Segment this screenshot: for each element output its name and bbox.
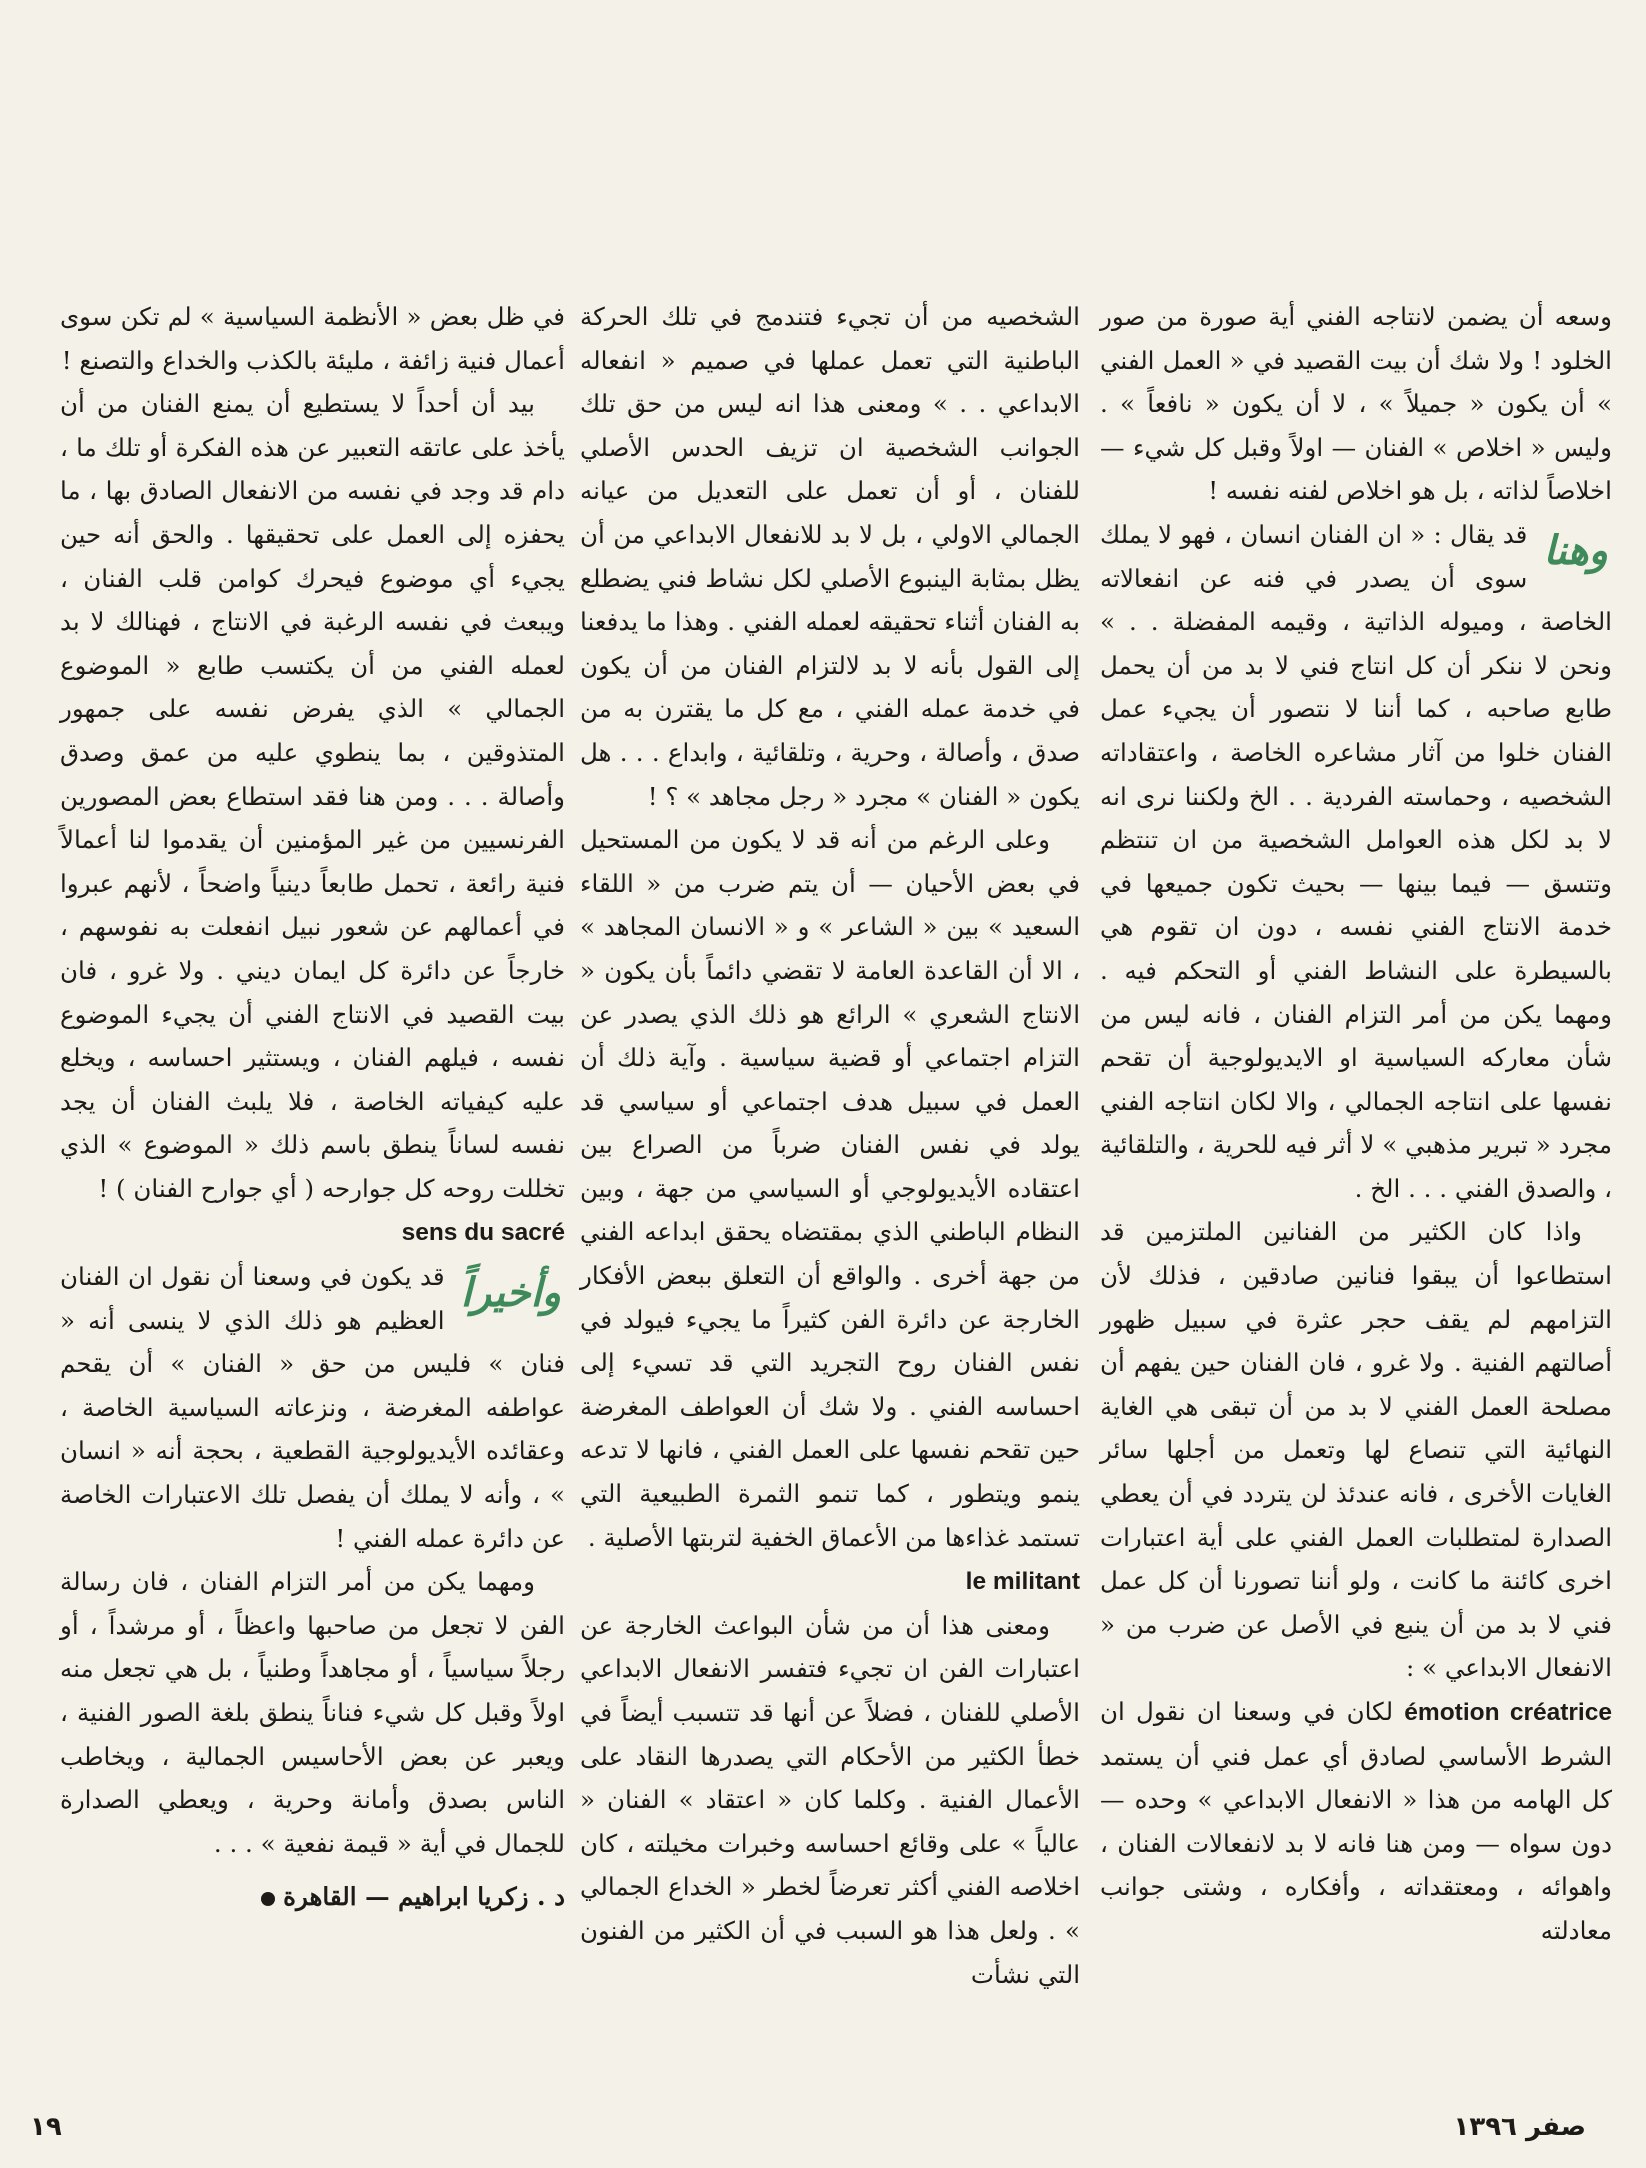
paragraph: قد يكون في وسعنا أن نقول ان الفنان العظيم هو ذلك الذي لا ينسى أنه « فنان » فليس من حق « الفنان » أن يقحم عواطفه المغرضة ، ونزعاته السياسية الخاصة ، وعقائده الأيديولوجية القطعية ، بحجة أنه « انسان » ، وأنه لا يملك أن يفصل تلك الاعتبارات الخاصة عن دائرة عمله الفني ! — [60, 1262, 565, 1553]
section-callout-heading: وأخيراً — [460, 1269, 561, 1317]
paragraph: بيد أن أحداً لا يستطيع أن يمنع الفنان من أن يأخذ على عاتقه التعبير عن هذه الفكرة أو تلك ما ، دام قد وجد في نفسه من الانفعال الصادق بها ، ما يحفزه إلى العمل على تحقيقها . والحق أنه حين يجيء أي موضوع فيحرك كوامن قلب الفنان ، ويبعث في نفسه الرغبة في الانتاج ، فهنالك لا بد لعمله الفني من أن يكتسب طابع « الموضوع الجمالي » الذي يفرض نفسه على جمهور المتذوقين ، بما ينطوي عليه من عمق وصدق وأصالة . . . ومن هنا فقد استطاع بعض المصورين الفرنسيين من غير المؤمنين أن يقدموا لنا أعمالاً فنية رائعة ، تحمل طابعاً دينياً واضحاً ، لأنهم عبروا في أعمالهم عن شعور نبيل انفعلت به نفوسهم ، خارجاً عن دائرة كل ايمان ديني . ولا غرو ، فان بيت القصيد في الانتاج الفني أن يجيء الموضوع نفسه ، فيلهم الفنان ، ويستثير احساسه ، ويخلع عليه كيفياته الخاصة ، فلا يلبث الفنان أن يجد نفسه لساناً ينطق باسم ذلك « الموضوع » الذي تخللت روحه كل جوارحه ( أي جوارح الفنان ) ! — [60, 389, 565, 1203]
page-number: ١٩ — [30, 2112, 62, 2142]
end-of-article-dot-icon — [261, 1892, 275, 1906]
paragraph: وسعه أن يضمن لانتاجه الفني أية صورة من صور الخلود ! ولا شك أن بيت القصيد في « العمل الفني » أن يكون « جميلاً » ، لا أن يكون « نافعاً » . وليس « اخلاص » الفنان — اولاً وقبل كل شيء — اخلاصاً لذاته ، بل هو اخلاص لفنه نفسه ! — [1100, 302, 1612, 506]
paragraph: ومهما يكن من أمر التزام الفنان ، فان رسالة الفن لا تجعل من صاحبها واعظاً ، أو مرشداً ، أو رجلاً سياسياً ، أو مجاهداً وطنياً ، بل هي تجعل منه اولاً وقبل كل شيء فناناً ينطق بلغة الصور الفنية ، ويعبر عن بعض الأحاسيس الجمالية ، ويخاطب الناس بصدق وأمانة وحرية ، ويعطي الصدارة للجمال في أية « قيمة نفعية » . . . — [60, 1567, 565, 1858]
paragraph — [60, 1210, 565, 1255]
author-name: د . زكريا ابراهيم — القاهرة — [283, 1882, 565, 1912]
paragraph: ومعنى هذا أن من شأن البواعث الخارجة عن اعتبارات الفن ان تجيء فتفسر الانفعال الابداعي الأصلي للفنان ، فضلاً عن أنها قد تتسبب أيضاً في خطأ الكثير من الأحكام التي يصدرها النقاد على الأعمال الفنية . وكلما كان « اعتقاد » الفنان « عالياً » على وقائع احساسه وخبرات مخيلته ، كان اخلاصه الفني أكثر تعرضاً لخطر « الخداع الجمالي » . ولعل هذا هو السبب في أن الكثير من الفنون التي نشأت — [580, 1610, 1080, 1989]
paragraph — [580, 1559, 1080, 1604]
paragraph: الشخصيه من أن تجيء فتندمج في تلك الحركة الباطنية التي تعمل عملها في صميم « انفعاله الابداعي . . » ومعنى هذا انه ليس من حق تلك الجوانب الشخصية ان تزيف الحدس الأصلي للفنان ، أو أن تعمل على التعديل من عيانه الجمالي الاولي ، بل لا بد للانفعال الابداعي من أن يظل بمثابة الينبوع الأصلي لكل نشاط فني يضطلع به الفنان أثناء تحقيقه لعمله الفني . وهذا ما يدفعنا إلى القول بأنه لا بد لالتزام الفنان من أن يكون في خدمة عمله الفني ، مع كل ما يقترن به من صدق ، وأصالة ، وحرية ، وتلقائية ، وابداع . . . هل يكون « الفنان » مجرد « رجل مجاهد » ؟ ! — [580, 302, 1080, 811]
paragraph-text: لكان في وسعنا ان نقول ان الشرط الأساسي لصادق أي عمل فني أن يستمد كل الهامه من هذا « الانفعال الابداعي » وحده — دون سواه — ومن هنا فانه لا بد لانفعالات الفنان ، واهوائه ، ومعتقداته ، وأفكاره ، وشتى جوانب معادلته — [1100, 1697, 1612, 1945]
latin-term: sens du sacré — [401, 1219, 565, 1247]
paragraph: واذا كان الكثير من الفنانين الملتزمين قد استطاعوا أن يبقوا فنانين صادقين ، فذلك لأن التزامهم لم يقف حجر عثرة في سبيل ظهور أصالتهم الفنية . ولا غرو ، فان الفنان حين يفهم أن مصلحة العمل الفني لا بد من أن تبقى هي الغاية النهائية التي تنصاع لها وتعمل من أجلها سائر الغايات الأخرى ، فانه عندئذ لن يتردد في أن يعطي الصدارة لمتطلبات العمل الفني على أية اعتبارات اخرى كائنة ما كانت ، ولو أننا تصورنا أن كل عمل فني لا بد من أن ينبع في الأصل عن ضرب من « الانفعال الابداعي » : — [1100, 1217, 1612, 1683]
section-callout-heading: وهنا — [1543, 526, 1608, 574]
issue-date: صفر ١٣٩٦ — [1453, 2112, 1586, 2142]
article-column-left — [60, 295, 565, 1955]
paragraph — [1100, 1690, 1612, 1953]
author-signature — [60, 1875, 565, 1919]
latin-term: le militant — [965, 1568, 1080, 1596]
article-column-right — [1100, 295, 1612, 1955]
paragraph: قد يقال : « ان الفنان انسان ، فهو لا يملك سوى أن يصدر في فنه عن انفعالاته الخاصة ، وميوله الذاتية ، وقيمه المفضلة . . » ونحن لا ننكر أن كل انتاج فني لا بد من أن يحمل طابع صاحبه ، كما أننا لا نتصور أن يجيء عمل الفنان خلوا من آثار مشاعره الخاصة ، واعتقاداته الشخصيه ، وحماسته الفردية . . الخ ولكننا نرى انه لا بد لكل هذه العوامل الشخصية من ان تنتظم وتتسق — فيما بينها — بحيث تكون جميعها في خدمة الانتاج الفني نفسه ، دون ان تقوم هي بالسيطرة على النشاط الفني أو التحكم فيه . ومهما يكن من أمر التزام الفنان ، فانه ليس من شأن معاركه السياسية او الايديولوجية أن تقحم نفسها على انتاجه الجمالي ، والا لكان انتاجه الفني مجرد « تبرير مذهبي » لا أثر فيه للحرية ، والتلقائية ، والصدق الفني . . . الخ . — [1100, 519, 1612, 1203]
article-column-middle — [580, 295, 1080, 1989]
paragraph: في ظل بعض « الأنظمة السياسية » لم تكن سوى أعمال فنية زائفة ، مليئة بالكذب والخداع والتصنع ! — [60, 302, 565, 375]
paragraph: وعلى الرغم من أنه قد لا يكون من المستحيل في بعض الأحيان — أن يتم ضرب من « اللقاء السعيد » بين « الشاعر » و « الانسان المجاهد » ، الا أن القاعدة العامة لا تقضي دائماً بأن يكون « الانتاج الشعري » الرائع هو ذلك الذي يصدر عن التزام اجتماعي أو قضية سياسية . وآية ذلك أن العمل في سبيل هدف اجتماعي أو سياسي قد يولد في نفس الفنان ضرباً من الصراع بين اعتقاده الأيديولوجي أو السياسي من جهة ، وبين النظام الباطني الذي بمقتضاه يحقق ابداعه الفني من جهة أخرى . والواقع أن التعلق ببعض الأفكار الخارجة عن دائرة الفن كثيراً ما يجيء فيولد في نفس الفنان روح التجريد التي قد تسيء إلى احساسه الفني . ولا شك أن العواطف المغرضة حين تقحم نفسها على العمل الفني ، فانها لا تدعه ينمو ويتطور ، كما تنمو الثمرة الطبيعية التي تستمد غذاءها من الأعماق الخفية لتربتها الأصلية . — [580, 825, 1080, 1552]
latin-term: émotion créatrice — [1404, 1699, 1612, 1726]
